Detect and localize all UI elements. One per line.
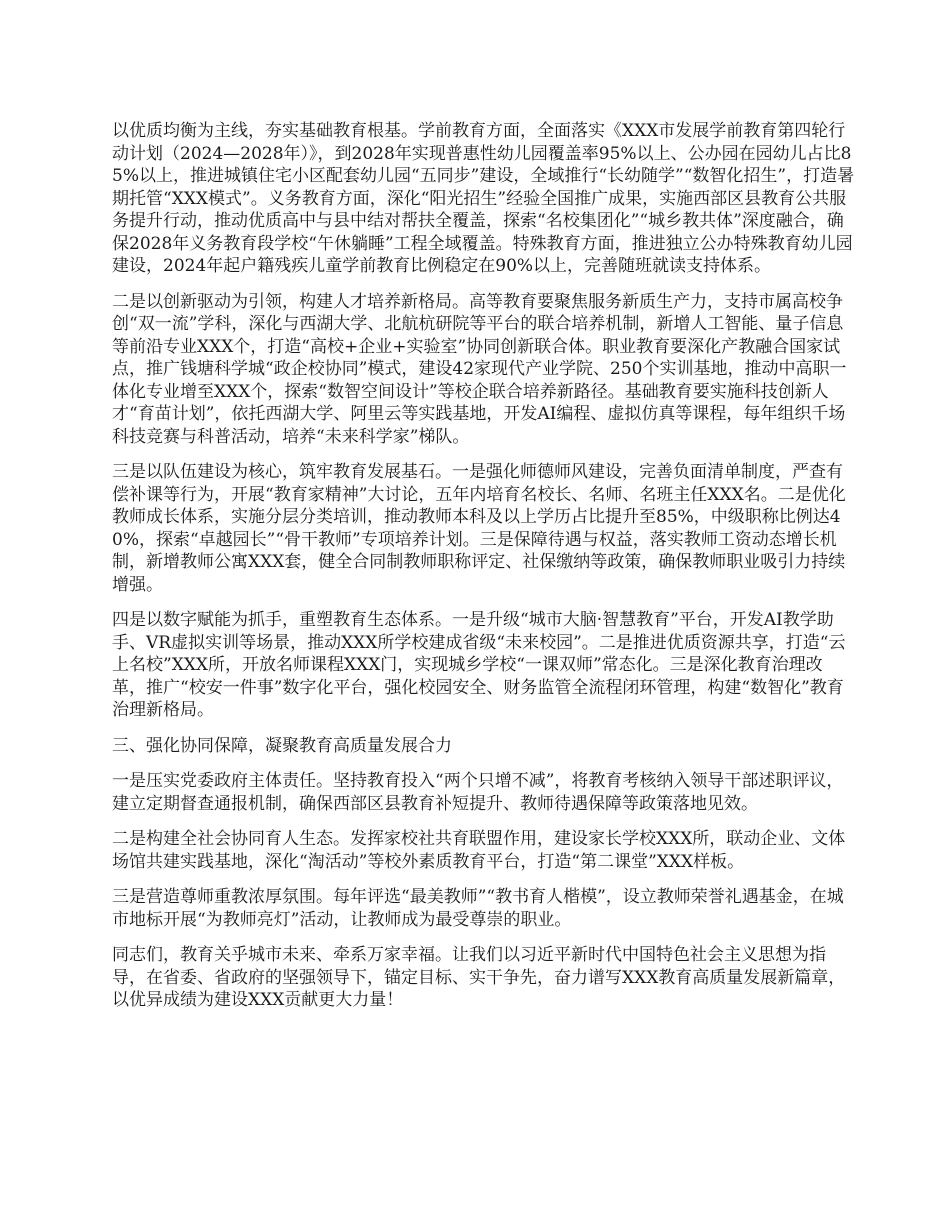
paragraph-digital-empowerment: 四是以数字赋能为抓手，重塑教育生态体系。一是升级“城市大脑·智慧教育”平台，开发AI教学助手、VR虚拟实训等场景，推动XXX所学校建成省级“未来校园”。二是推进优质资源共享，打造“云上名校”XXX所，开放名师课程XXX门，实现城乡学校“一课双师”常态化。三是深化教育治理改革，推广“校安一件事”数字化平台，强化校园安全、财务监管全流程闭环管理，构建“数智化”教育治理新格局。 (112, 610, 846, 720)
paragraph-respect-teachers: 三是营造尊师重教浓厚氛围。每年评选“最美教师”“教书育人楷模”，设立教师荣誉礼遇基金，在城市地标开展“为教师亮灯”活动，让教师成为最受尊崇的职业。 (112, 887, 844, 930)
document-body (112, 120, 856, 1025)
paragraph-innovation-talent: 二是以创新驱动为引领，构建人才培养新格局。高等教育要聚焦服务新质生产力，支持市属高校争创“双一流”学科，深化与西湖大学、北航杭研院等平台的联合培养机制，新增人工智能、量子信息等前沿专业XXX个，打造“高校+企业+实验室”协同创新联合体。职业教育要深化产教融合国家试点，推广钱塘科学城“政企校协同”模式，建设42家现代产业学院、250个实训基地，推动中高职一体化专业增至XXX个，探索“数智空间设计”等校企联合培养新路径。基础教育要实施科技创新人才“育苗计划”，依托西湖大学、阿里云等实践基地，开发AI编程、虚拟仿真等课程，每年组织千场科技竞赛与科普活动，培养“未来科学家”梯队。 (112, 291, 847, 447)
paragraph-basic-education: 以优质均衡为主线，夯实基础教育根基。学前教育方面，全面落实《XXX市发展学前教育第四轮行动计划（2024—2028年）》，到2028年实现普惠性幼儿园覆盖率95%以上、公办园在园幼儿占比85%以上，推进城镇住宅小区配套幼儿园“五同步”建设，全域推行“长幼随学”“数智化招生”，打造暑期托管“XXX模式”。义务教育方面，深化“阳光招生”经验全国推广成果，实施西部区县教育公共服务提升行动，推动优质高中与县中结对帮扶全覆盖，探索“名校集团化”“城乡教共体”深度融合，确保2028年义务教育段学校“午休躺睡”工程全域覆盖。特殊教育方面，推进独立公办特殊教育幼儿园建设，2024年起户籍残疾儿童学前教育比例稳定在90%以上，完善随班就读支持体系。 (112, 121, 855, 276)
paragraph-teacher-team: 三是以队伍建设为核心，筑牢教育发展基石。一是强化师德师风建设，完善负面清单制度，严查有偿补课等行为，开展“教育家精神”大讨论，五年内培育名校长、名师、名班主任XXX名。二是优化教师成长体系，实施分层分类培训，推动教师本科及以上学历占比提升至85%，中级职称比例达40%，探索“卓越园长”“骨干教师”专项培养计划。三是保障待遇与权益，落实教师工资动态增长机制，新增教师公寓XXX套，健全合同制教师职称评定、社保缴纳等政策，确保教师职业吸引力持续增强。 (112, 462, 846, 595)
paragraph-government-responsibility: 一是压实党委政府主体责任。坚持教育投入“两个只增不减”，将教育考核纳入领导干部述职评议，建立定期督查通报机制，确保西部区县教育补短提升、教师待遇保障等政策落地见效。 (112, 771, 844, 814)
paragraph-social-collaboration: 二是构建全社会协同育人生态。发挥家校社共育联盟作用，建设家长学校XXX所，联动企业、文体场馆共建实践基地，深化“淘活动”等校外素质教育平台，打造“第二课堂”XXX样板。 (112, 829, 846, 872)
section-heading-coordination: 三、强化协同保障，凝聚教育高质量发展合力 (112, 735, 452, 756)
paragraph-closing: 同志们，教育关乎城市未来、牵系万家幸福。让我们以习近平新时代中国特色社会主义思想为指导，在省委、省政府的坚强领导下，锚定目标、实干争先，奋力谱写XXX教育高质量发展新篇章，以优异成绩为建设XXX贡献更大力量！ (112, 945, 846, 1010)
